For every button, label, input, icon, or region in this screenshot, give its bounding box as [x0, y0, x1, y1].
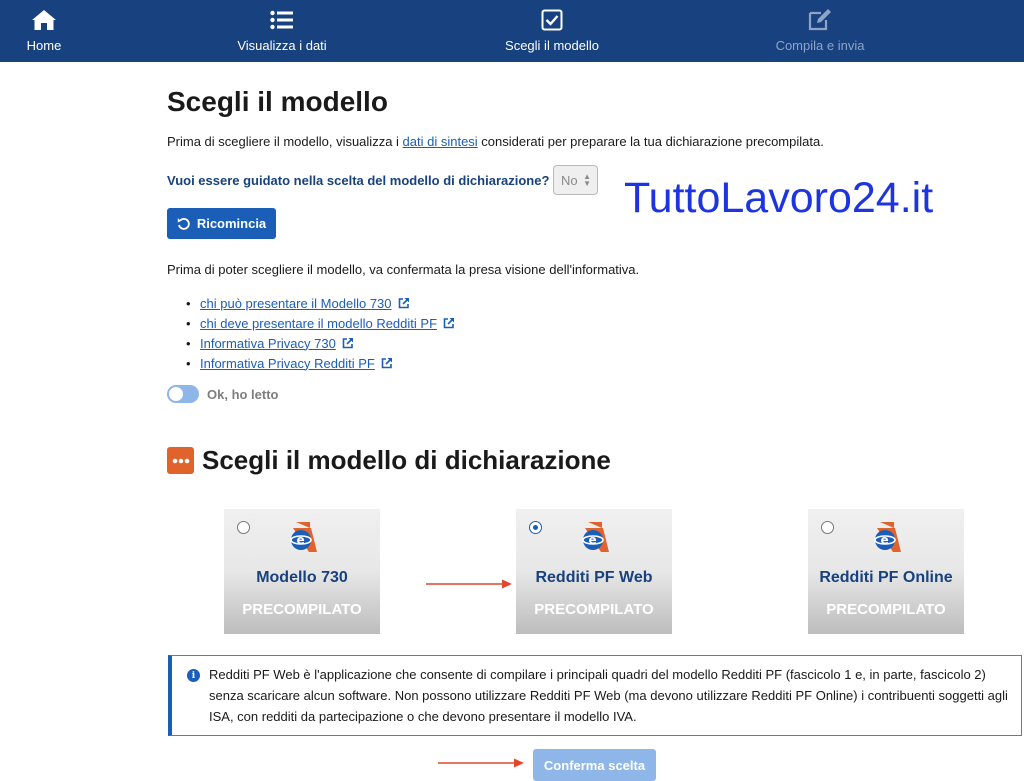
model-card-pf-online[interactable] [808, 509, 964, 634]
bullet-icon: • [186, 295, 191, 311]
toggle-switch[interactable] [167, 385, 199, 403]
list-item [186, 353, 455, 373]
link-privacy-730[interactable]: Informativa Privacy 730 [200, 335, 336, 351]
list-item [186, 293, 455, 313]
info-text: Redditi PF Web è l'applicazione che consente di compilare i principali quadri del modello Redditi PF (fascicolo 1 e, in parte, fascicolo 2) senza scaricare alcun software. Non possono utilizzare Redditi PF Web (ma devono utilizzare Redditi PF Online) i contribuenti soggetti agli ISA, con redditi da partecipazione o che devono presentare il modello IVA. [209, 667, 1008, 724]
checkbox-icon [541, 8, 563, 32]
radio-730[interactable] [237, 521, 250, 534]
card-name: Redditi PF Web [535, 569, 653, 586]
agenzia-entrate-logo [284, 519, 320, 555]
nav-scegli-modello[interactable] [494, 0, 610, 62]
restart-label: Ricomincia [196, 216, 267, 231]
agenzia-entrate-logo [576, 519, 612, 555]
select-arrows-icon: ▲ ▼ [583, 172, 591, 188]
info-links-list [186, 293, 455, 373]
external-link-icon [381, 357, 393, 369]
read-confirmation-toggle [167, 385, 279, 403]
link-chi-puo-730[interactable]: chi può presentare il Modello 730 [200, 295, 392, 311]
card-subtitle: PRECOMPILATO [826, 601, 946, 618]
list-item [186, 313, 455, 333]
intro-text [167, 134, 824, 149]
card-subtitle: PRECOMPILATO [242, 601, 362, 618]
bullet-icon: • [186, 315, 191, 331]
intro-text-end: considerati per preparare la tua dichiarazione precompilata. [477, 134, 824, 149]
red-arrow-icon [426, 578, 514, 590]
home-icon [31, 8, 57, 32]
bullet-icon: • [186, 355, 191, 371]
external-link-icon [443, 317, 455, 329]
dati-sintesi-link[interactable]: dati di sintesi [402, 134, 478, 149]
nav-scegli-modello-label: Scegli il modello [505, 38, 599, 53]
card-name: Redditi PF Online [819, 569, 953, 586]
intro-text-start: Prima di scegliere il modello, visualizza i [167, 134, 403, 149]
info-icon: i [187, 669, 200, 682]
agenzia-entrate-logo [868, 519, 904, 555]
restart-icon [177, 217, 191, 231]
external-link-icon [342, 337, 354, 349]
guide-question: Vuoi essere guidato nella scelta del modello di dichiarazione? [167, 173, 550, 188]
radio-pf-online[interactable] [821, 521, 834, 534]
watermark: TuttoLavoro24.it [624, 174, 934, 222]
model-card-730[interactable] [224, 509, 380, 634]
guide-select-value: No [561, 172, 578, 188]
nav-visualizza-dati[interactable] [222, 0, 342, 62]
list-icon [270, 8, 294, 32]
link-chi-deve-pf[interactable]: chi deve presentare il modello Redditi PF [200, 315, 438, 331]
nav-compila-invia [760, 0, 880, 62]
card-name: Modello 730 [256, 569, 348, 586]
section-heading [167, 445, 611, 476]
nav-home[interactable] [14, 0, 74, 62]
nav-compila-invia-label: Compila e invia [775, 38, 865, 53]
page-title: Scegli il modello [167, 86, 388, 117]
notice-text: Prima di poter scegliere il modello, va confermata la presa visione dell'informativa. [167, 262, 640, 277]
model-card-pf-web[interactable] [516, 509, 672, 634]
confirm-choice-button[interactable]: Conferma scelta [533, 749, 656, 781]
info-box [168, 655, 1022, 736]
nav-home-label: Home [26, 38, 62, 53]
svg-text:e: e [296, 533, 305, 547]
svg-text:e: e [588, 533, 597, 547]
more-dots-icon [167, 447, 194, 474]
external-link-icon [398, 297, 410, 309]
radio-pf-web[interactable] [529, 521, 542, 534]
list-item [186, 333, 455, 353]
red-arrow-icon [438, 757, 526, 769]
restart-button[interactable] [167, 208, 276, 239]
card-subtitle: PRECOMPILATO [534, 601, 654, 618]
top-navigation [0, 0, 1024, 62]
section-title: Scegli il modello di dichiarazione [202, 445, 611, 475]
nav-visualizza-dati-label: Visualizza i dati [237, 38, 327, 53]
toggle-label: Ok, ho letto [207, 386, 279, 402]
svg-text:e: e [880, 533, 889, 547]
bullet-icon: • [186, 335, 191, 351]
link-privacy-pf[interactable]: Informativa Privacy Redditi PF [200, 355, 375, 371]
toggle-knob [169, 387, 183, 401]
guide-select[interactable] [553, 165, 598, 195]
edit-icon [807, 8, 833, 32]
